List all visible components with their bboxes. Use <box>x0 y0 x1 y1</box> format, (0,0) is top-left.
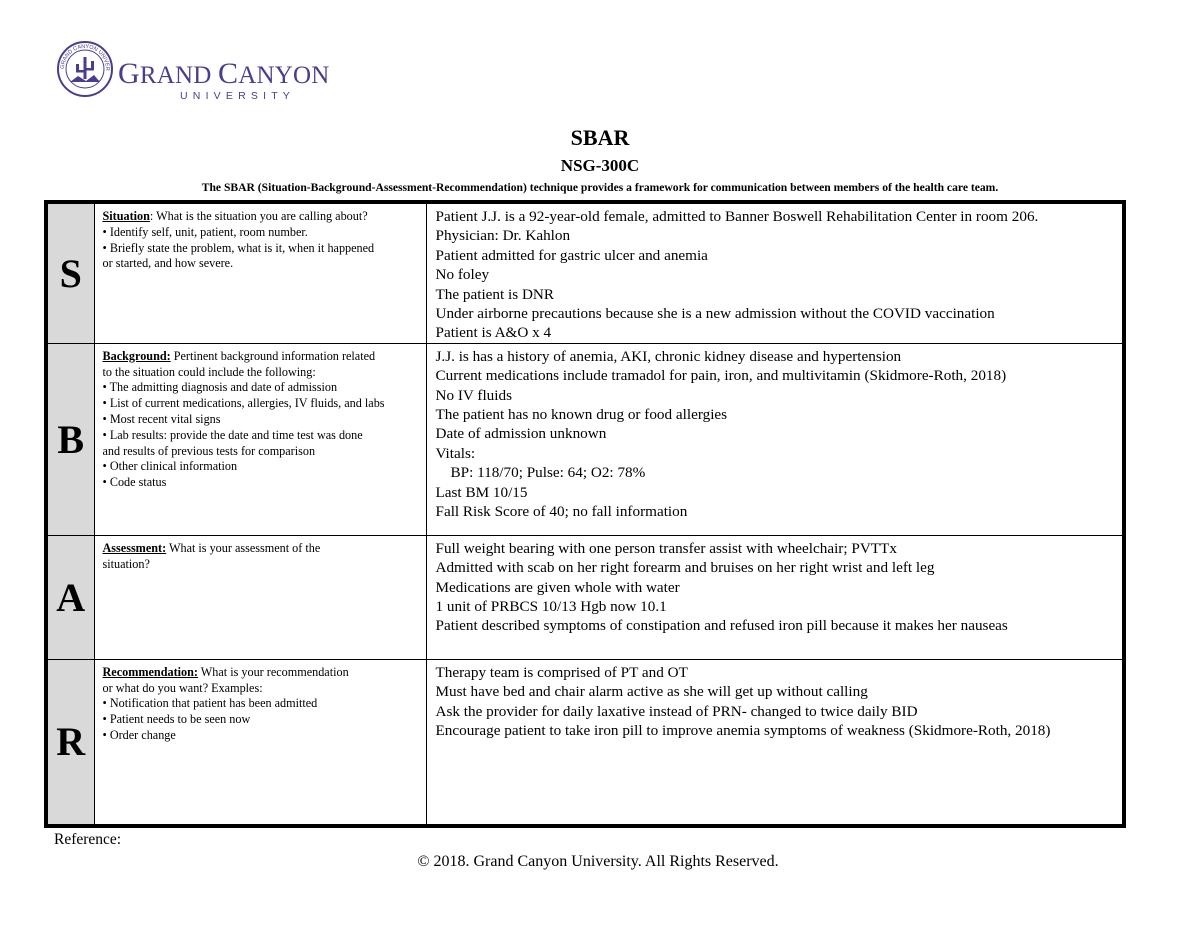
situation-response: Patient J.J. is a 92-year-old female, admitted to Banner Boswell Rehabilitation Center in room 206. Physician: Dr. Kahlon Patient admitted for gastric ulcer and anemia No foley The patient is DNR Under airborne precautions because she is a new admission without the COVID vaccination Patient is A&O x 4 <box>426 202 1124 343</box>
sbar-row-recommendation <box>46 659 1124 826</box>
reference-label: Reference: <box>54 831 122 848</box>
svg-text:GRAND CANYON UNIVERSITY: GRAND CANYON UNIVER <box>59 43 111 71</box>
sbar-row-situation <box>46 202 1124 343</box>
background-prompt: Background: Pertinent background information related to the situation could include the following: • The admitting diagnosis and date of admission • List of current medications, allergies, IV fluids, and labs • Most recent vital signs • Lab results: provide the date and time test was done and results of previous tests for comparison • Other clinical information • Code status <box>94 343 426 535</box>
row-letter-s: S <box>46 202 94 343</box>
recommendation-prompt: Recommendation: What is your recommendation or what do you want? Examples: • Notification that patient has been admitted • Patient needs to be seen now • Order change <box>94 659 426 826</box>
gcu-logo <box>56 40 330 102</box>
logo-wordmark: GRAND CANYON <box>118 57 330 90</box>
assessment-response: Full weight bearing with one person transfer assist with wheelchair; PVTTx Admitted with scab on her right forearm and bruises on her right wrist and left leg Medications are given whole with water 1 unit of PRBCS 10/13 Hgb now 10.1 Patient described symptoms of constipation and refused iron pill because it makes her nauseas <box>426 535 1124 659</box>
copyright-notice: © 2018. Grand Canyon University. All Rights Reserved. <box>417 853 779 870</box>
sbar-row-assessment <box>46 535 1124 659</box>
assessment-prompt: Assessment: What is your assessment of the situation? <box>94 535 426 659</box>
row-letter-a: A <box>46 535 94 659</box>
recommendation-response: Therapy team is comprised of PT and OT Must have bed and chair alarm active as she will get up without calling Ask the provider for daily laxative instead of PRN- changed to twice daily BID Encourage patient to take iron pill to improve anemia symptoms of weakness (Skidmore-Roth, 2018) <box>426 659 1124 826</box>
sbar-table <box>44 200 1126 828</box>
course-code: NSG-300C <box>560 156 640 175</box>
logo-subtitle: UNIVERSITY <box>180 90 296 102</box>
page-title: SBAR <box>570 125 630 150</box>
intro-text: The SBAR (Situation-Background-Assessment-Recommendation) technique provides a framework for communication between members of the health care team. <box>201 181 999 194</box>
university-seal-icon <box>56 40 114 98</box>
sbar-row-background <box>46 343 1124 535</box>
row-letter-b: B <box>46 343 94 535</box>
background-response: J.J. is has a history of anemia, AKI, chronic kidney disease and hypertension Current medications include tramadol for pain, iron, and multivitamin (Skidmore-Roth, 2018) No IV fluids The patient has no known drug or food allergies Date of admission unknown Vitals: BP: 118/70; Pulse: 64; O2: 78% Last BM 10/15 Fall Risk Score of 40; no fall information <box>426 343 1124 535</box>
row-letter-r: R <box>46 659 94 826</box>
situation-prompt: Situation: What is the situation you are calling about? • Identify self, unit, patient, room number. • Briefly state the problem, what is it, when it happened or started, and how severe. <box>94 202 426 343</box>
